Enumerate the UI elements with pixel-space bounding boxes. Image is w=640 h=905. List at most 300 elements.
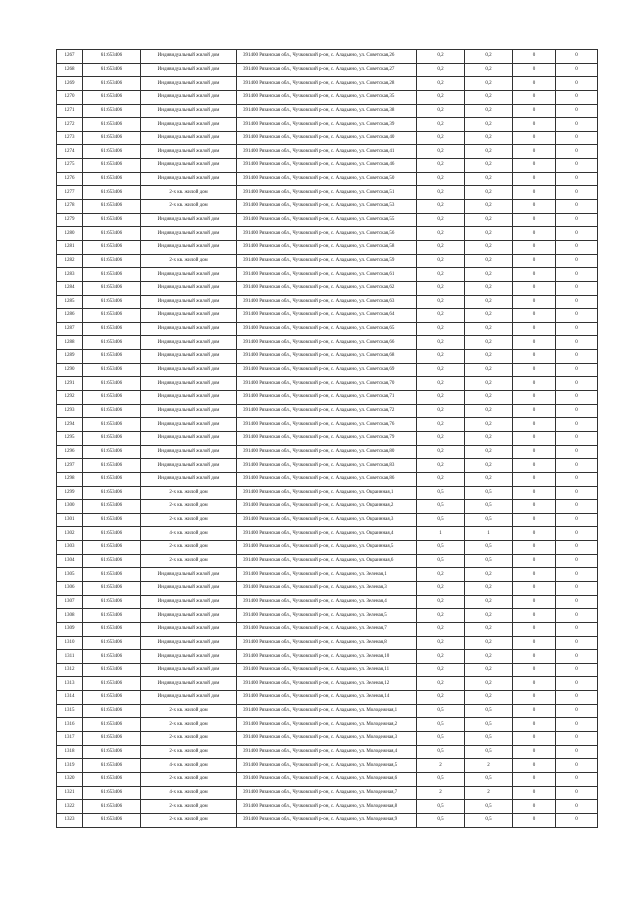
value-b-cell: 0,2 <box>465 159 513 173</box>
value-b-cell: 0,2 <box>465 50 513 64</box>
value-d-cell: 0 <box>556 650 598 664</box>
value-a-cell: 0,5 <box>417 500 465 514</box>
value-b-cell: 0,2 <box>465 309 513 323</box>
value-c-cell: 0 <box>513 581 556 595</box>
table-row <box>57 363 598 377</box>
value-d-cell: 0 <box>556 90 598 104</box>
table-row <box>57 622 598 636</box>
building-type-cell: Индивидуальный жилой дом <box>141 377 237 391</box>
address-cell: 391400 Рязанская обл., Чучковский р-он, с. Аладьино, ул. Советская,39 <box>237 118 417 132</box>
value-b-cell: 0,5 <box>465 745 513 759</box>
cadastral-code-cell: 61:653406 <box>83 718 141 732</box>
value-c-cell: 0 <box>513 486 556 500</box>
address-cell: 391400 Рязанская обл., Чучковский р-он, с. Аладьино, ул. Зеленая,14 <box>237 691 417 705</box>
row-number-cell: 1290 <box>57 363 83 377</box>
address-cell: 391400 Рязанская обл., Чучковский р-он, с. Аладьино, ул. Зеленая,7 <box>237 622 417 636</box>
cadastral-code-cell: 61:653406 <box>83 322 141 336</box>
value-a-cell: 0,2 <box>417 118 465 132</box>
value-d-cell: 0 <box>556 800 598 814</box>
value-c-cell: 0 <box>513 445 556 459</box>
value-a-cell: 0,5 <box>417 704 465 718</box>
building-type-cell: Индивидуальный жилой дом <box>141 172 237 186</box>
cadastral-code-cell: 61:653406 <box>83 650 141 664</box>
row-number-cell: 1268 <box>57 63 83 77</box>
cadastral-code-cell: 61:653406 <box>83 609 141 623</box>
building-type-cell: Индивидуальный жилой дом <box>141 131 237 145</box>
value-a-cell: 0,2 <box>417 650 465 664</box>
building-type-cell: Индивидуальный жилой дом <box>141 609 237 623</box>
cadastral-code-cell: 61:653406 <box>83 50 141 64</box>
value-a-cell: 0,5 <box>417 541 465 555</box>
cadastral-code-cell: 61:653406 <box>83 295 141 309</box>
row-number-cell: 1286 <box>57 309 83 323</box>
address-cell: 391400 Рязанская обл., Чучковский р-он, с. Аладьино, ул. Окраинная,3 <box>237 513 417 527</box>
row-number-cell: 1282 <box>57 254 83 268</box>
value-a-cell: 0,2 <box>417 159 465 173</box>
value-a-cell: 0,2 <box>417 131 465 145</box>
value-b-cell: 0,2 <box>465 186 513 200</box>
value-c-cell: 0 <box>513 786 556 800</box>
value-b-cell: 0,5 <box>465 772 513 786</box>
value-a-cell: 0,2 <box>417 459 465 473</box>
value-a-cell: 0,2 <box>417 213 465 227</box>
value-a-cell: 0,2 <box>417 391 465 405</box>
building-type-cell: Индивидуальный жилой дом <box>141 677 237 691</box>
cadastral-code-cell: 61:653406 <box>83 90 141 104</box>
value-b-cell: 0,2 <box>465 322 513 336</box>
table-row <box>57 636 598 650</box>
cadastral-code-cell: 61:653406 <box>83 63 141 77</box>
value-a-cell: 0,5 <box>417 772 465 786</box>
value-d-cell: 0 <box>556 268 598 282</box>
building-type-cell: Индивидуальный жилой дом <box>141 418 237 432</box>
value-c-cell: 0 <box>513 595 556 609</box>
building-type-cell: Индивидуальный жилой дом <box>141 636 237 650</box>
table-row <box>57 431 598 445</box>
table-row <box>57 677 598 691</box>
cadastral-code-cell: 61:653406 <box>83 309 141 323</box>
value-d-cell: 0 <box>556 295 598 309</box>
row-number-cell: 1317 <box>57 732 83 746</box>
cadastral-code-cell: 61:653406 <box>83 159 141 173</box>
value-c-cell: 0 <box>513 281 556 295</box>
value-c-cell: 0 <box>513 677 556 691</box>
building-type-cell: Индивидуальный жилой дом <box>141 650 237 664</box>
value-d-cell: 0 <box>556 732 598 746</box>
cadastral-code-cell: 61:653406 <box>83 118 141 132</box>
cadastral-code-cell: 61:653406 <box>83 732 141 746</box>
value-c-cell: 0 <box>513 213 556 227</box>
value-b-cell: 0,5 <box>465 704 513 718</box>
row-number-cell: 1281 <box>57 240 83 254</box>
table-row <box>57 309 598 323</box>
cadastral-code-cell: 61:653406 <box>83 200 141 214</box>
value-c-cell: 0 <box>513 268 556 282</box>
address-cell: 391400 Рязанская обл., Чучковский р-он, с. Аладьино, ул. Советская,35 <box>237 90 417 104</box>
building-type-cell: 2-х кв. жилой дом <box>141 486 237 500</box>
table-row <box>57 513 598 527</box>
row-number-cell: 1298 <box>57 472 83 486</box>
value-b-cell: 0,2 <box>465 118 513 132</box>
value-d-cell: 0 <box>556 350 598 364</box>
address-cell: 391400 Рязанская обл., Чучковский р-он, с. Аладьино, ул. Советская,62 <box>237 281 417 295</box>
value-c-cell: 0 <box>513 77 556 91</box>
value-a-cell: 0,2 <box>417 281 465 295</box>
cadastral-code-cell: 61:653406 <box>83 213 141 227</box>
value-d-cell: 0 <box>556 336 598 350</box>
value-c-cell: 0 <box>513 513 556 527</box>
building-type-cell: 2-х кв. жилой дом <box>141 254 237 268</box>
value-a-cell: 0,5 <box>417 800 465 814</box>
value-b-cell: 0,2 <box>465 377 513 391</box>
building-type-cell: Индивидуальный жилой дом <box>141 472 237 486</box>
row-number-cell: 1288 <box>57 336 83 350</box>
cadastral-code-cell: 61:653406 <box>83 336 141 350</box>
value-c-cell: 0 <box>513 172 556 186</box>
value-b-cell: 0,5 <box>465 554 513 568</box>
value-d-cell: 0 <box>556 677 598 691</box>
value-d-cell: 0 <box>556 391 598 405</box>
cadastral-code-cell: 61:653406 <box>83 472 141 486</box>
row-number-cell: 1296 <box>57 445 83 459</box>
address-cell: 391400 Рязанская обл., Чучковский р-он, с. Аладьино, ул. Советская,76 <box>237 418 417 432</box>
value-c-cell: 0 <box>513 759 556 773</box>
value-a-cell: 0,2 <box>417 431 465 445</box>
value-c-cell: 0 <box>513 800 556 814</box>
value-a-cell: 0,2 <box>417 677 465 691</box>
row-number-cell: 1314 <box>57 691 83 705</box>
building-type-cell: 2-х кв. жилой дом <box>141 541 237 555</box>
value-d-cell: 0 <box>556 363 598 377</box>
value-d-cell: 0 <box>556 622 598 636</box>
value-c-cell: 0 <box>513 772 556 786</box>
value-b-cell: 0,2 <box>465 472 513 486</box>
address-cell: 391400 Рязанская обл., Чучковский р-он, с. Аладьино, ул. Окраинная,6 <box>237 554 417 568</box>
value-c-cell: 0 <box>513 391 556 405</box>
value-c-cell: 0 <box>513 145 556 159</box>
address-cell: 391400 Рязанская обл., Чучковский р-он, с. Аладьино, ул. Зеленая,3 <box>237 581 417 595</box>
row-number-cell: 1306 <box>57 581 83 595</box>
value-b-cell: 0,2 <box>465 240 513 254</box>
building-type-cell: Индивидуальный жилой дом <box>141 309 237 323</box>
address-cell: 391400 Рязанская обл., Чучковский р-он, с. Аладьино, ул. Советская,58 <box>237 240 417 254</box>
cadastral-code-cell: 61:653406 <box>83 663 141 677</box>
value-b-cell: 0,2 <box>465 131 513 145</box>
value-a-cell: 0,2 <box>417 63 465 77</box>
row-number-cell: 1293 <box>57 404 83 418</box>
building-type-cell: Индивидуальный жилой дом <box>141 622 237 636</box>
value-d-cell: 0 <box>556 227 598 241</box>
value-b-cell: 0,2 <box>465 254 513 268</box>
row-number-cell: 1289 <box>57 350 83 364</box>
value-c-cell: 0 <box>513 227 556 241</box>
value-a-cell: 0,2 <box>417 377 465 391</box>
value-b-cell: 0,2 <box>465 663 513 677</box>
row-number-cell: 1308 <box>57 609 83 623</box>
value-d-cell: 0 <box>556 786 598 800</box>
value-d-cell: 0 <box>556 118 598 132</box>
table-row <box>57 254 598 268</box>
value-d-cell: 0 <box>556 745 598 759</box>
value-b-cell: 0,2 <box>465 445 513 459</box>
value-b-cell: 0,5 <box>465 541 513 555</box>
table-row <box>57 213 598 227</box>
value-d-cell: 0 <box>556 459 598 473</box>
value-a-cell: 0,2 <box>417 227 465 241</box>
document-page <box>56 49 597 828</box>
row-number-cell: 1307 <box>57 595 83 609</box>
value-a-cell: 0,2 <box>417 636 465 650</box>
value-a-cell: 0,2 <box>417 322 465 336</box>
table-body <box>57 50 598 828</box>
cadastral-code-cell: 61:653406 <box>83 622 141 636</box>
address-cell: 391400 Рязанская обл., Чучковский р-он, с. Аладьино, ул. Советская,61 <box>237 268 417 282</box>
table-row <box>57 568 598 582</box>
table-row <box>57 459 598 473</box>
address-cell: 391400 Рязанская обл., Чучковский р-он, с. Аладьино, ул. Советская,80 <box>237 445 417 459</box>
row-number-cell: 1319 <box>57 759 83 773</box>
value-d-cell: 0 <box>556 240 598 254</box>
table-row <box>57 759 598 773</box>
table-row <box>57 268 598 282</box>
building-type-cell: Индивидуальный жилой дом <box>141 691 237 705</box>
table-row <box>57 541 598 555</box>
value-c-cell: 0 <box>513 527 556 541</box>
row-number-cell: 1302 <box>57 527 83 541</box>
cadastral-code-cell: 61:653406 <box>83 459 141 473</box>
value-b-cell: 1 <box>465 527 513 541</box>
value-b-cell: 0,2 <box>465 295 513 309</box>
value-c-cell: 0 <box>513 254 556 268</box>
table-row <box>57 63 598 77</box>
value-d-cell: 0 <box>556 145 598 159</box>
cadastral-code-cell: 61:653406 <box>83 77 141 91</box>
cadastral-code-cell: 61:653406 <box>83 418 141 432</box>
value-c-cell: 0 <box>513 418 556 432</box>
building-type-cell: 2-х кв. жилой дом <box>141 813 237 827</box>
building-type-cell: 4-х кв. жилой дом <box>141 786 237 800</box>
row-number-cell: 1279 <box>57 213 83 227</box>
building-type-cell: 2-х кв. жилой дом <box>141 772 237 786</box>
value-a-cell: 0,5 <box>417 486 465 500</box>
value-b-cell: 0,2 <box>465 172 513 186</box>
cadastral-code-cell: 61:653406 <box>83 527 141 541</box>
value-c-cell: 0 <box>513 63 556 77</box>
address-cell: 391400 Рязанская обл., Чучковский р-он, с. Аладьино, ул. Молодежная,8 <box>237 800 417 814</box>
row-number-cell: 1318 <box>57 745 83 759</box>
value-a-cell: 0,2 <box>417 50 465 64</box>
row-number-cell: 1299 <box>57 486 83 500</box>
table-row <box>57 50 598 64</box>
value-d-cell: 0 <box>556 581 598 595</box>
building-type-cell: Индивидуальный жилой дом <box>141 104 237 118</box>
value-d-cell: 0 <box>556 172 598 186</box>
value-d-cell: 0 <box>556 486 598 500</box>
value-b-cell: 0,2 <box>465 145 513 159</box>
address-cell: 391400 Рязанская обл., Чучковский р-он, с. Аладьино, ул. Окраинная,2 <box>237 500 417 514</box>
value-a-cell: 0,2 <box>417 404 465 418</box>
building-type-cell: Индивидуальный жилой дом <box>141 459 237 473</box>
value-a-cell: 0,2 <box>417 445 465 459</box>
cadastral-code-cell: 61:653406 <box>83 486 141 500</box>
address-cell: 391400 Рязанская обл., Чучковский р-он, с. Аладьино, ул. Окраинная,5 <box>237 541 417 555</box>
value-a-cell: 0,2 <box>417 240 465 254</box>
value-d-cell: 0 <box>556 418 598 432</box>
value-a-cell: 0,2 <box>417 186 465 200</box>
cadastral-code-cell: 61:653406 <box>83 404 141 418</box>
address-cell: 391400 Рязанская обл., Чучковский р-он, с. Аладьино, ул. Молодежная,2 <box>237 718 417 732</box>
value-d-cell: 0 <box>556 609 598 623</box>
table-row <box>57 472 598 486</box>
value-b-cell: 0,2 <box>465 418 513 432</box>
address-cell: 391400 Рязанская обл., Чучковский р-он, с. Аладьино, ул. Окраинная,4 <box>237 527 417 541</box>
value-c-cell: 0 <box>513 131 556 145</box>
table-row <box>57 404 598 418</box>
value-b-cell: 0,2 <box>465 350 513 364</box>
value-a-cell: 0,2 <box>417 472 465 486</box>
row-number-cell: 1275 <box>57 159 83 173</box>
cadastral-code-cell: 61:653406 <box>83 186 141 200</box>
value-a-cell: 0,5 <box>417 745 465 759</box>
value-c-cell: 0 <box>513 104 556 118</box>
value-d-cell: 0 <box>556 281 598 295</box>
row-number-cell: 1271 <box>57 104 83 118</box>
building-type-cell: Индивидуальный жилой дом <box>141 118 237 132</box>
row-number-cell: 1310 <box>57 636 83 650</box>
table-row <box>57 322 598 336</box>
value-d-cell: 0 <box>556 718 598 732</box>
cadastral-code-cell: 61:653406 <box>83 363 141 377</box>
table-row <box>57 527 598 541</box>
building-type-cell: Индивидуальный жилой дом <box>141 663 237 677</box>
value-b-cell: 0,5 <box>465 486 513 500</box>
value-d-cell: 0 <box>556 513 598 527</box>
row-number-cell: 1292 <box>57 391 83 405</box>
cadastral-code-cell: 61:653406 <box>83 500 141 514</box>
cadastral-code-cell: 61:653406 <box>83 281 141 295</box>
row-number-cell: 1297 <box>57 459 83 473</box>
value-a-cell: 2 <box>417 759 465 773</box>
value-b-cell: 0,2 <box>465 609 513 623</box>
value-c-cell: 0 <box>513 500 556 514</box>
value-b-cell: 0,5 <box>465 718 513 732</box>
value-b-cell: 0,5 <box>465 500 513 514</box>
table-row <box>57 336 598 350</box>
row-number-cell: 1273 <box>57 131 83 145</box>
value-c-cell: 0 <box>513 50 556 64</box>
value-d-cell: 0 <box>556 50 598 64</box>
row-number-cell: 1280 <box>57 227 83 241</box>
table-row <box>57 240 598 254</box>
value-d-cell: 0 <box>556 213 598 227</box>
value-b-cell: 0,2 <box>465 213 513 227</box>
value-d-cell: 0 <box>556 554 598 568</box>
building-type-cell: 2-х кв. жилой дом <box>141 745 237 759</box>
row-number-cell: 1267 <box>57 50 83 64</box>
cadastral-code-cell: 61:653406 <box>83 131 141 145</box>
building-type-cell: Индивидуальный жилой дом <box>141 227 237 241</box>
value-c-cell: 0 <box>513 240 556 254</box>
address-cell: 391400 Рязанская обл., Чучковский р-он, с. Аладьино, ул. Молодежная,9 <box>237 813 417 827</box>
value-d-cell: 0 <box>556 595 598 609</box>
row-number-cell: 1320 <box>57 772 83 786</box>
row-number-cell: 1294 <box>57 418 83 432</box>
table-row <box>57 281 598 295</box>
row-number-cell: 1269 <box>57 77 83 91</box>
value-a-cell: 2 <box>417 786 465 800</box>
row-number-cell: 1311 <box>57 650 83 664</box>
value-b-cell: 0,5 <box>465 513 513 527</box>
value-d-cell: 0 <box>556 704 598 718</box>
value-a-cell: 0,2 <box>417 254 465 268</box>
value-c-cell: 0 <box>513 636 556 650</box>
value-d-cell: 0 <box>556 404 598 418</box>
table-row <box>57 500 598 514</box>
value-b-cell: 0,2 <box>465 677 513 691</box>
building-type-cell: Индивидуальный жилой дом <box>141 159 237 173</box>
value-c-cell: 0 <box>513 404 556 418</box>
value-b-cell: 2 <box>465 759 513 773</box>
value-c-cell: 0 <box>513 554 556 568</box>
table-row <box>57 609 598 623</box>
row-number-cell: 1322 <box>57 800 83 814</box>
value-a-cell: 0,2 <box>417 663 465 677</box>
value-c-cell: 0 <box>513 622 556 636</box>
building-type-cell: 2-х кв. жилой дом <box>141 200 237 214</box>
building-type-cell: Индивидуальный жилой дом <box>141 77 237 91</box>
value-c-cell: 0 <box>513 295 556 309</box>
row-number-cell: 1316 <box>57 718 83 732</box>
address-cell: 391400 Рязанская обл., Чучковский р-он, с. Аладьино, ул. Молодежная,6 <box>237 772 417 786</box>
value-c-cell: 0 <box>513 718 556 732</box>
building-type-cell: Индивидуальный жилой дом <box>141 145 237 159</box>
table-row <box>57 595 598 609</box>
value-b-cell: 2 <box>465 786 513 800</box>
value-d-cell: 0 <box>556 568 598 582</box>
value-c-cell: 0 <box>513 159 556 173</box>
value-c-cell: 0 <box>513 568 556 582</box>
address-cell: 391400 Рязанская обл., Чучковский р-он, с. Аладьино, ул. Советская,50 <box>237 172 417 186</box>
building-type-cell: Индивидуальный жилой дом <box>141 213 237 227</box>
cadastral-code-cell: 61:653406 <box>83 172 141 186</box>
cadastral-code-cell: 61:653406 <box>83 104 141 118</box>
cadastral-code-cell: 61:653406 <box>83 240 141 254</box>
value-b-cell: 0,5 <box>465 813 513 827</box>
value-b-cell: 0,2 <box>465 63 513 77</box>
address-cell: 391400 Рязанская обл., Чучковский р-он, с. Аладьино, ул. Советская,26 <box>237 50 417 64</box>
cadastral-code-cell: 61:653406 <box>83 350 141 364</box>
row-number-cell: 1303 <box>57 541 83 555</box>
value-a-cell: 0,5 <box>417 513 465 527</box>
row-number-cell: 1315 <box>57 704 83 718</box>
value-d-cell: 0 <box>556 104 598 118</box>
table-row <box>57 200 598 214</box>
value-b-cell: 0,2 <box>465 595 513 609</box>
cadastral-code-cell: 61:653406 <box>83 554 141 568</box>
address-cell: 391400 Рязанская обл., Чучковский р-он, с. Аладьино, ул. Советская,69 <box>237 363 417 377</box>
building-type-cell: 2-х кв. жилой дом <box>141 800 237 814</box>
building-type-cell: Индивидуальный жилой дом <box>141 391 237 405</box>
value-b-cell: 0,2 <box>465 363 513 377</box>
value-d-cell: 0 <box>556 254 598 268</box>
cadastral-code-cell: 61:653406 <box>83 513 141 527</box>
address-cell: 391400 Рязанская обл., Чучковский р-он, с. Аладьино, ул. Советская,56 <box>237 227 417 241</box>
address-cell: 391400 Рязанская обл., Чучковский р-он, с. Аладьино, ул. Советская,53 <box>237 200 417 214</box>
table-row <box>57 295 598 309</box>
value-d-cell: 0 <box>556 431 598 445</box>
value-b-cell: 0,2 <box>465 691 513 705</box>
table-row <box>57 772 598 786</box>
